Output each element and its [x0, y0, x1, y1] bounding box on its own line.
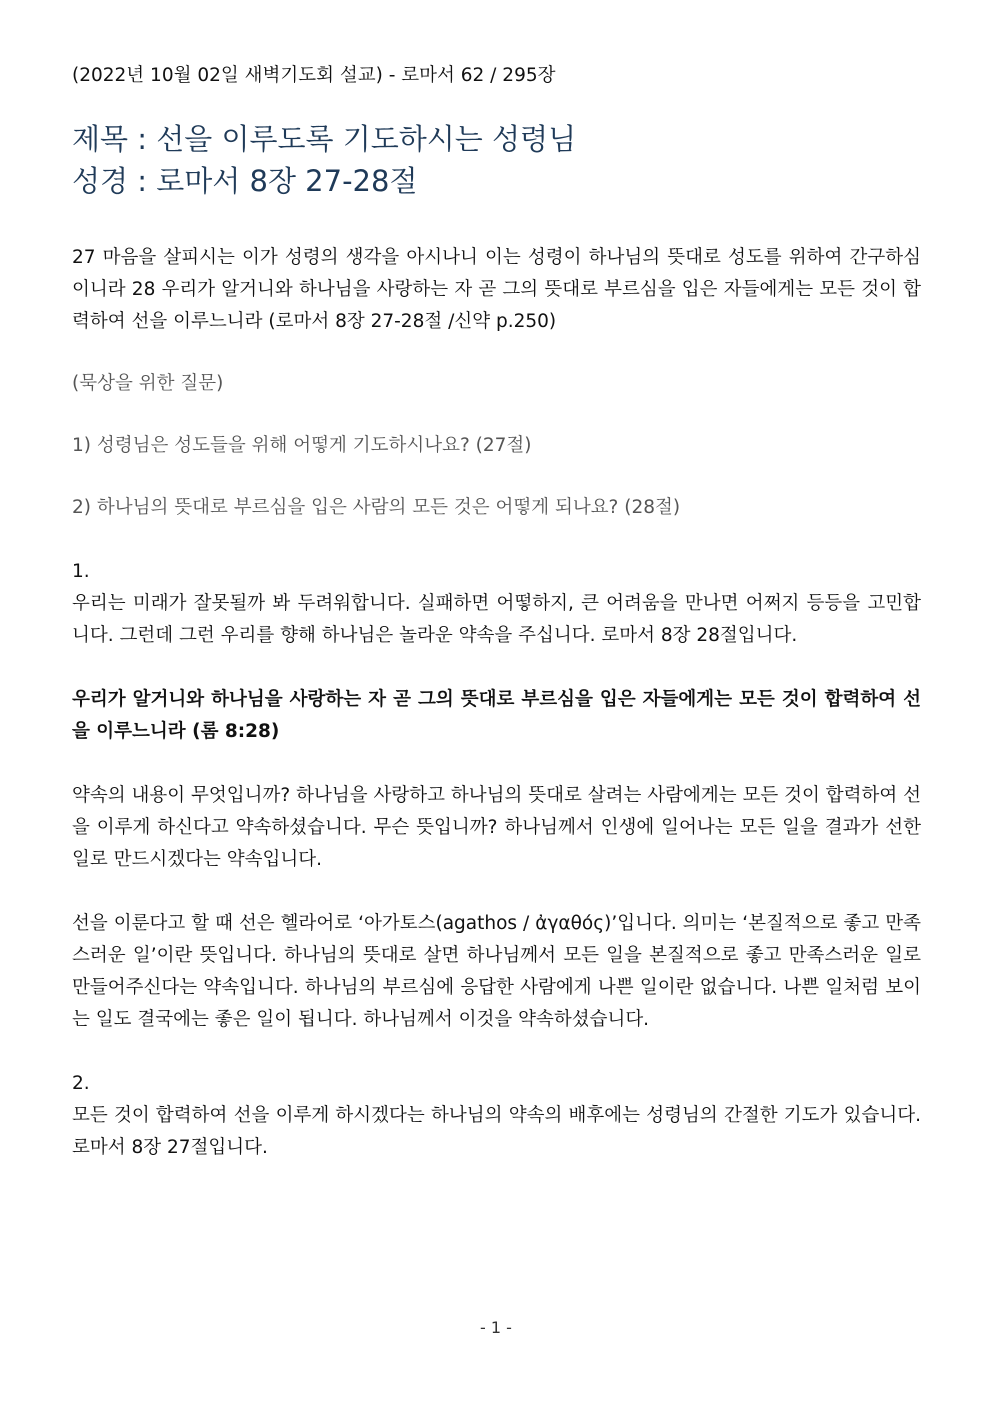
meditation-question-1: 1) 성령님은 성도들을 위해 어떻게 기도하시나요? (27절): [72, 435, 532, 456]
title-block: [72, 118, 921, 202]
document-page: [72, 62, 921, 1164]
section-number: 2.: [72, 1073, 90, 1094]
section-1: [72, 556, 921, 1036]
body-paragraph: 선을 이룬다고 할 때 선은 헬라어로 ‘아가토스(agathos / ἀγαθός)’입니다. 의미는 ‘본질적으로 좋고 만족스러운 일’이란 뜻입니다. 하나님의 뜻대로 살면 하나님께서 모든 일을 본질적으로 좋고 만족스러운 일로 만들어주신다는 약속입니다. 하나님의 부르심에 응답한 사람에게 나쁜 일이란 없습니다. 나쁜 일처럼 보이는 일도 결국에는 좋은 일이 됩니다. 하나님께서 이것을 약속하셨습니다.: [72, 913, 921, 1030]
sermon-header: (2022년 10월 02일 새벽기도회 설교) - 로마서 62 / 295장: [72, 65, 556, 86]
page-number: - 1 -: [480, 1318, 512, 1337]
bold-verse-quote: 우리가 알거니와 하나님을 사랑하는 자 곧 그의 뜻대로 부르심을 입은 자들에게는 모든 것이 합력하여 선을 이루느니라 (롬 8:28): [72, 689, 921, 742]
scripture-reference: 성경 : 로마서 8장 27-28절: [72, 164, 418, 198]
body-paragraph: 우리는 미래가 잘못될까 봐 두려워합니다. 실패하면 어떻하지, 큰 어려움을 만나면 어쩌지 등등을 고민합니다. 그런데 그런 우리를 향해 하나님은 놀라운 약속을 주십니다. 로마서 8장 28절입니다.: [72, 593, 921, 646]
meditation-heading: (묵상을 위한 질문): [72, 373, 224, 394]
body-paragraph: 약속의 내용이 무엇입니까? 하나님을 사랑하고 하나님의 뜻대로 살려는 사람에게는 모든 것이 합력하여 선을 이루게 하신다고 약속하셨습니다. 무슨 뜻입니까? 하나님께서 인생에 일어나는 모든 일을 결과가 선한 일로 만드시겠다는 약속입니다.: [72, 785, 921, 870]
section-2: [72, 1068, 921, 1164]
body-paragraph: 모든 것이 합력하여 선을 이루게 하시겠다는 하나님의 약속의 배후에는 성령님의 간절한 기도가 있습니다. 로마서 8장 27절입니다.: [72, 1105, 921, 1158]
scripture-text: 27 마음을 살피시는 이가 성령의 생각을 아시나니 이는 성령이 하나님의 뜻대로 성도를 위하여 간구하심이니라 28 우리가 알거니와 하나님을 사랑하는 자 곧 그의 뜻대로 부르심을 입은 자들에게는 모든 것이 합력하여 선을 이루느니라 (로마서 8장 27-28절 /신약 p.250): [72, 247, 921, 332]
section-number: 1.: [72, 561, 90, 582]
sermon-title: 제목 : 선을 이루도록 기도하시는 성령님: [72, 122, 577, 156]
meditation-question-2: 2) 하나님의 뜻대로 부르심을 입은 사람의 모든 것은 어떻게 되나요? (28절): [72, 497, 681, 518]
